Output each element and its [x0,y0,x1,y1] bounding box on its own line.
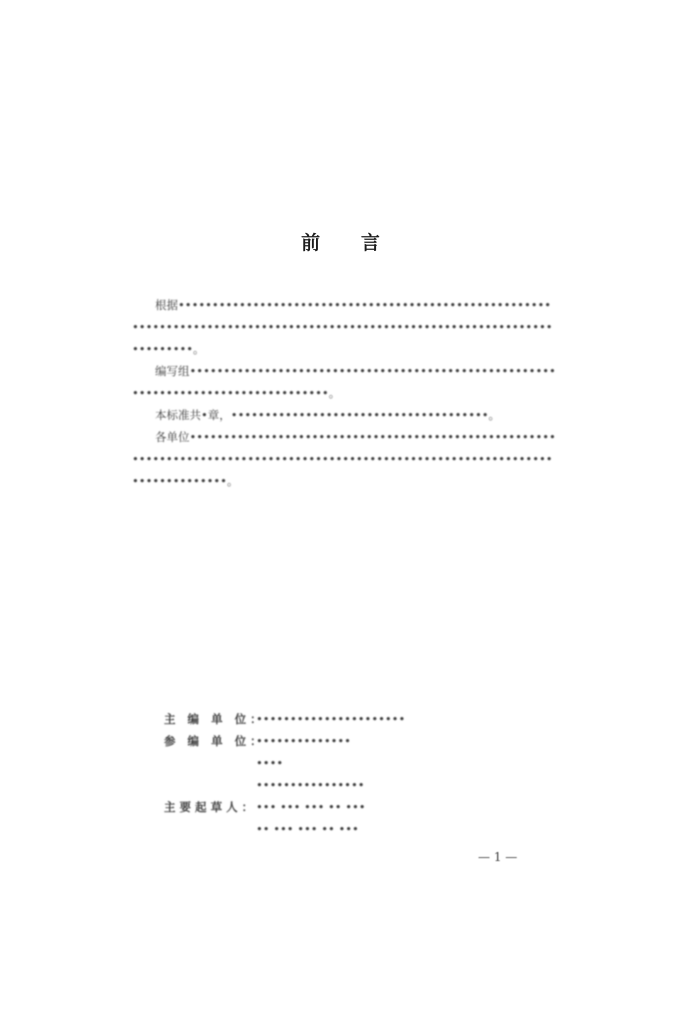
credit-row-drafters [164,796,564,840]
credit-label: 主要起草人： [164,800,258,814]
page-number: — 1 — [478,850,518,864]
credit-value: •••• [256,756,284,770]
credit-label: 参 编 单 位： [164,734,266,748]
preface-body [132,294,556,492]
credit-value: ••• ••• ••• •• ••• [256,800,366,814]
credit-row-co-editors [164,730,564,796]
paragraph: 根据••••••••••••••••••••••••••••••••••••••••••••••••••••••••••••••••••••••••••••••••••••••••••••••••••••••••••••••••••••••••••••••。 [132,298,553,356]
credit-value: •••••••••••••• [256,734,351,748]
credit-values [256,730,564,796]
credit-values [256,796,564,840]
paragraph: 各单位••••••••••••••••••••••••••••••••••••••••••••••••••••••••••••••••••••••••••••••••••••••••••••••••••••••••••••••••••••••••••••••••••。 [132,430,556,488]
paragraph: 本标准共•章，••••••••••••••••••••••••••••••••••••••。 [155,408,501,422]
credit-value: •• ••• ••• •• ••• [256,822,359,836]
credit-values [256,708,564,730]
credits-block [164,708,564,840]
credit-row-chief-editor [164,708,564,730]
page-title: 前 言 [301,232,397,254]
paragraph: 编写组•••••••••••••••••••••••••••••••••••••••••••••••••••••••••••••••••••••••••••••••••••。 [132,364,556,400]
credit-value: •••••••••••••••••••••• [256,712,406,726]
credit-value: •••••••••••••••• [256,778,365,792]
credit-label: 主 编 单 位： [164,712,266,726]
